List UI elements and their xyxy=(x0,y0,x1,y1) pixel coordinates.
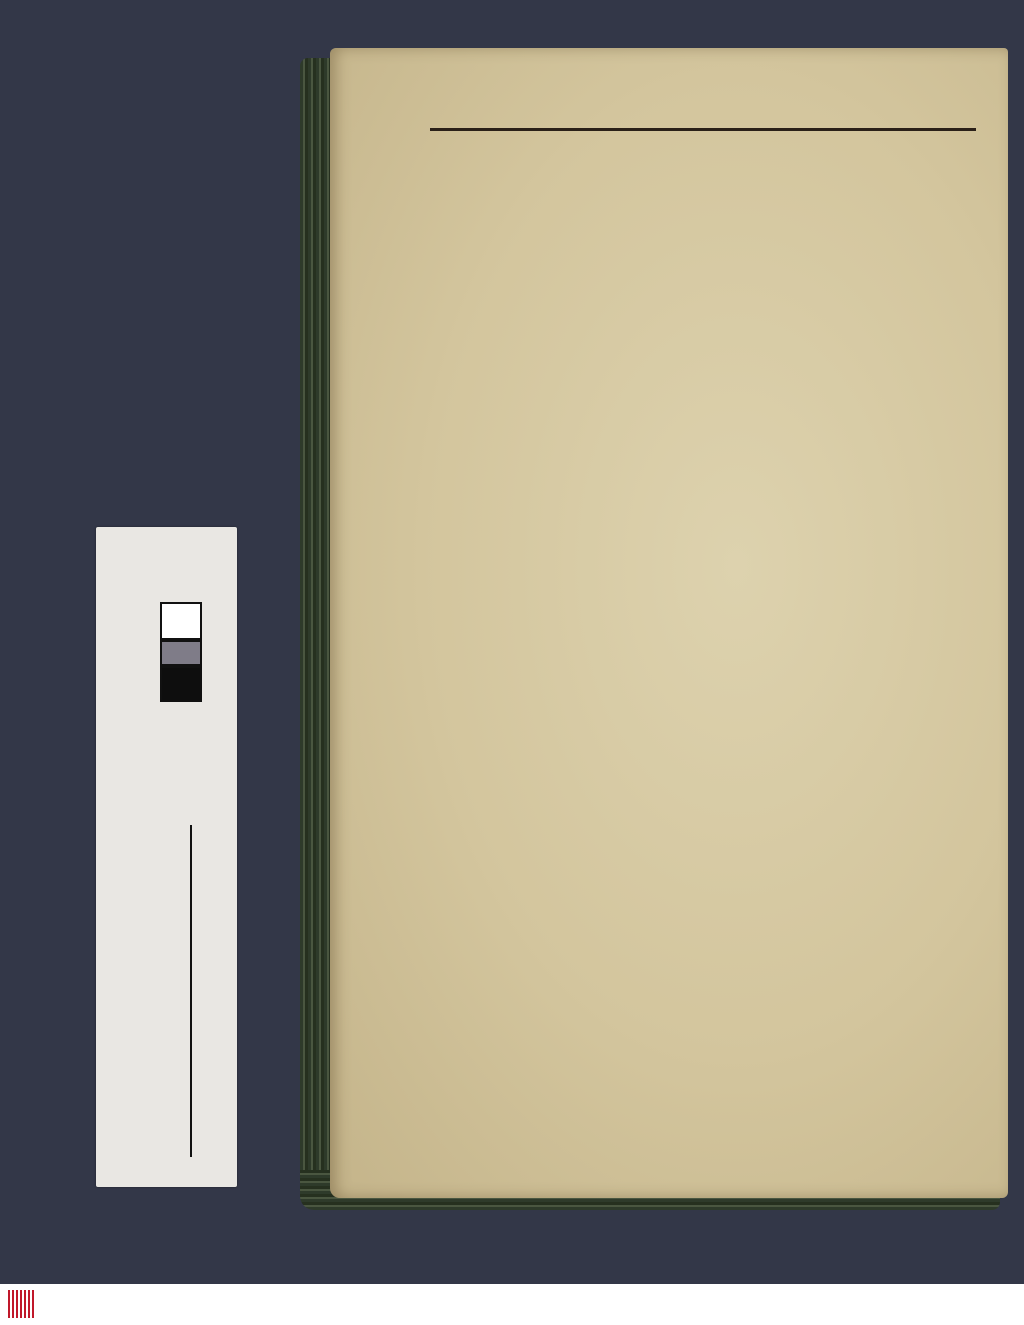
footer-bar xyxy=(0,1284,1024,1325)
hab-logo-icon xyxy=(8,1290,34,1318)
gray-swatch-black xyxy=(160,666,202,702)
gray-swatch-mid xyxy=(160,640,202,666)
ruler-line xyxy=(190,825,192,1157)
running-head xyxy=(430,90,458,120)
gray-swatch-white xyxy=(160,602,202,640)
head-rule xyxy=(430,128,976,131)
book-page xyxy=(330,48,1008,1198)
